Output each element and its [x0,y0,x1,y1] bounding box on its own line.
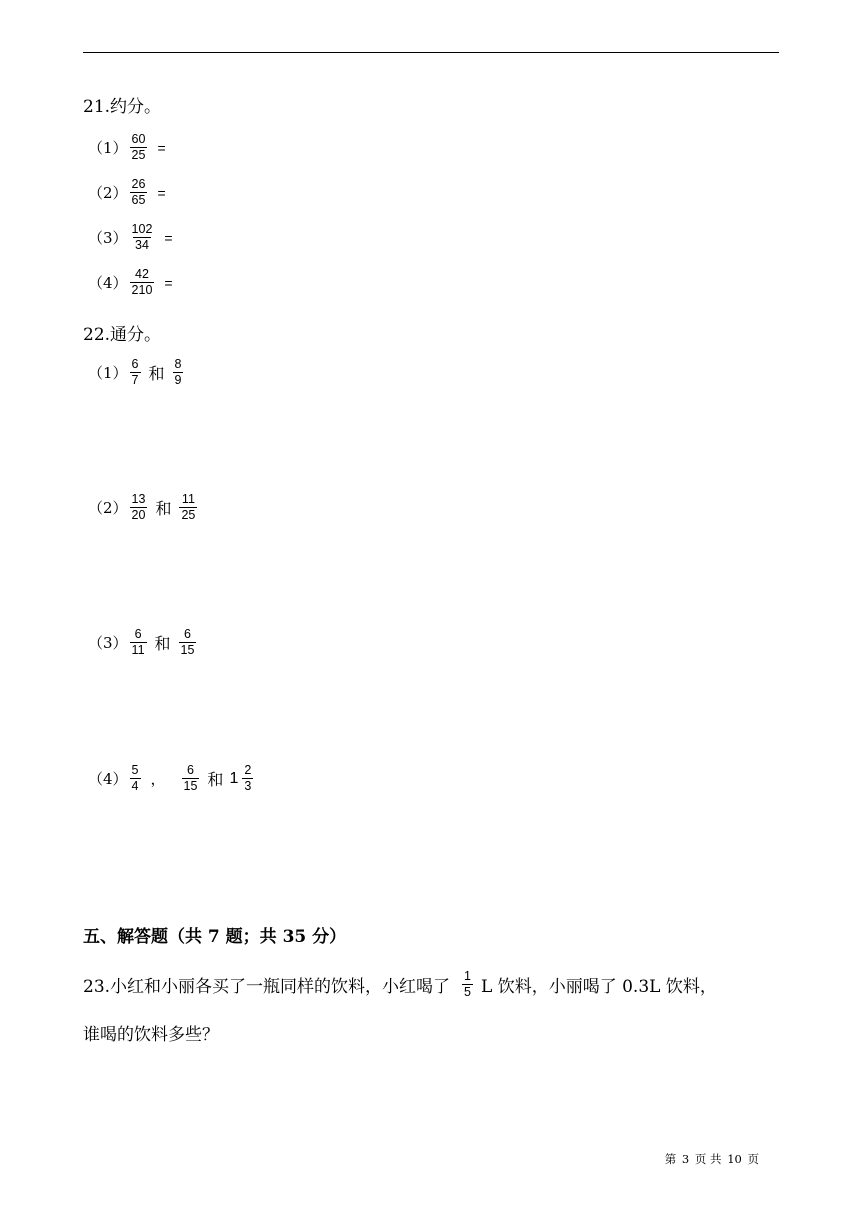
footer-prefix: 第 [664,1152,677,1166]
equals-sign: = [157,139,166,156]
numerator: 42 [135,267,149,281]
numerator: 6 [184,627,191,641]
item-index: （2） [88,184,128,202]
q21-item-2 [88,178,166,207]
header-rule [83,52,779,53]
fraction-b [182,764,200,793]
denominator: 34 [135,238,149,252]
denominator: 9 [174,373,182,387]
numerator: 5 [131,763,139,777]
page-number: 3 [681,1152,690,1166]
numerator: 11 [181,492,195,506]
numerator: 102 [131,222,153,236]
numerator: 6 [186,763,194,777]
q22-item-4 [88,764,255,793]
q21-title: 21.约分。 [83,97,162,117]
q21-item-1 [88,133,166,162]
fraction [130,133,148,162]
numerator: 60 [131,132,146,146]
item-index: （1） [88,139,128,157]
whole-number: 1 [229,769,239,787]
and-word: 和 [154,634,171,653]
footer-suffix: 页 [747,1152,759,1166]
page-footer [664,1151,760,1167]
q21-item-3 [88,223,173,252]
fraction-a [130,628,147,657]
item-index: （3） [88,634,128,652]
q22-item-1 [88,358,185,387]
q23-line-2: 谁喝的饮料多些？ [83,1025,219,1045]
q22-item-3 [88,628,198,657]
item-index: （1） [88,364,128,382]
and-word: 和 [207,770,224,789]
numerator: 13 [131,492,146,506]
fraction-c [242,764,253,793]
item-index: （2） [88,499,128,517]
denominator: 11 [131,643,145,657]
q22-title: 22.通分。 [83,325,162,345]
numerator: 1 [464,969,471,983]
q22-item-2 [88,493,199,522]
fraction-b [173,358,184,387]
equals-sign: = [157,184,166,201]
numerator: 26 [131,177,146,191]
fraction-a [130,493,148,522]
q23-text-part-1: 23.小红和小丽各买了一瓶同样的饮料，小红喝了 [83,977,451,997]
denominator: 25 [131,148,146,162]
denominator: 65 [131,193,146,207]
q23-text-part-2: L 饮料，小丽喝了 0.3L 饮料， [481,977,717,997]
fraction-a [130,358,141,387]
fraction [130,178,148,207]
and-word: 和 [155,499,172,518]
fraction [130,268,155,297]
denominator: 20 [131,508,146,522]
section-title: 五、解答题（共 7 题；共 35 分） [83,927,347,947]
fraction [462,970,473,999]
footer-mid: 页 共 [694,1152,722,1166]
total-pages: 10 [727,1152,742,1166]
q21-item-4 [88,268,173,297]
denominator: 5 [464,985,471,999]
item-index: （4） [88,274,128,292]
comma: ， [150,770,166,788]
denominator: 15 [180,643,195,657]
denominator: 7 [131,373,139,387]
denominator: 210 [131,283,153,297]
numerator: 6 [134,627,142,641]
fraction-a [130,764,141,793]
fraction-b [179,628,197,657]
numerator: 2 [244,763,252,777]
item-index: （3） [88,229,128,247]
equals-sign: = [164,274,173,291]
denominator: 15 [183,779,198,793]
item-index: （4） [88,770,128,788]
numerator: 8 [174,357,182,371]
denominator: 25 [181,508,196,522]
fraction-b [179,493,197,522]
q23-line-1 [83,970,717,999]
fraction [130,223,155,252]
denominator: 3 [244,779,252,793]
denominator: 4 [131,779,139,793]
equals-sign: = [164,229,173,246]
and-word: 和 [148,364,165,383]
numerator: 6 [131,357,139,371]
